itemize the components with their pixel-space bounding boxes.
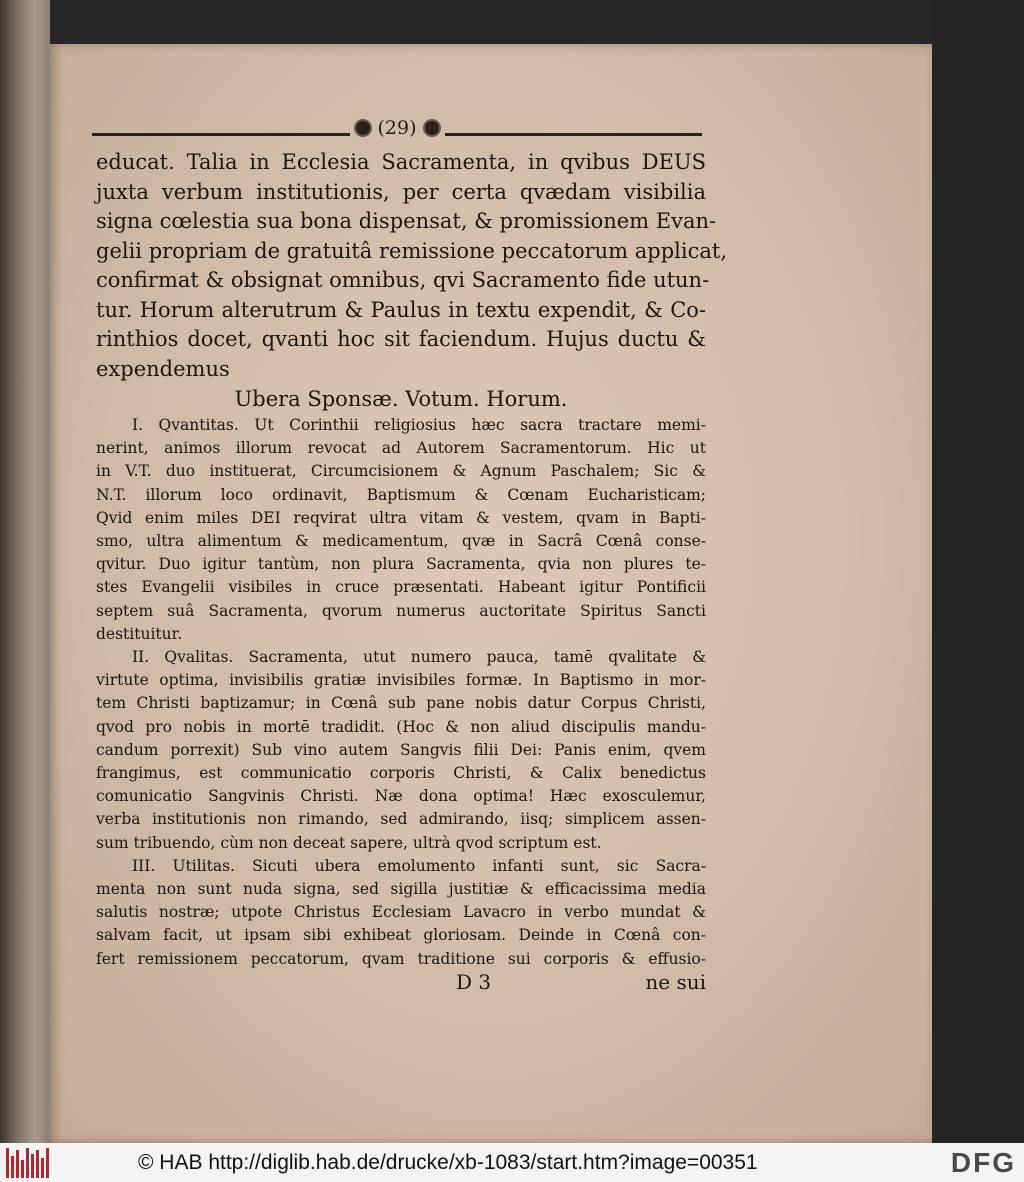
text-line: qvod pro nobis in mortē tradidit. (Hoc & non aliud discipulis mandu-	[96, 717, 706, 736]
text-line: II. Qvalitas. Sacramenta, utut numero pauca, tamē qvalitate &	[132, 648, 706, 667]
text-line: nerint, animos illorum revocat ad Autorem Sacramentorum. Hic ut	[96, 439, 706, 458]
text-line: smo, ultra alimentum & medicamentum, qvæ in Sacrâ Cœnâ conse-	[96, 532, 706, 551]
scan-background	[932, 0, 1024, 1143]
signature-mark: D 3	[456, 970, 492, 994]
text-line: signa cœlestia sua bona dispensat, & promissionem Evan-	[96, 209, 717, 233]
text-line: salvam facit, ut ipsam sibi exhibeat gloriosam. Deinde in Cœnâ con-	[96, 926, 706, 945]
text-line: virtute optima, invisibilis gratiæ invisibiles formæ. In Baptismo in mor-	[96, 671, 706, 690]
text-line: Qvid enim miles DEI reqvirat ultra vitam & vestem, qvam in Bapti-	[96, 508, 706, 527]
text-line: expendemus	[96, 356, 230, 381]
text-line: in V.T. duo instituerat, Circumcisionem & Agnum Paschalem; Sic &	[96, 462, 706, 481]
page-text	[96, 148, 728, 971]
text-line: sum tribuendo, cùm non deceat sapere, ultrà qvod scriptum est.	[96, 833, 602, 852]
text-line: destituitur.	[96, 624, 183, 643]
text-line: septem suâ Sacramenta, qvorum numerus auctoritate Spiritus Sancti	[96, 601, 706, 620]
hab-logo-icon	[6, 1148, 50, 1178]
text-line: tem Christi baptizamur; in Cœnâ sub pane nobis datur Corpus Christi,	[96, 694, 706, 713]
catchword: ne sui	[645, 970, 706, 994]
ornament-icon	[423, 119, 441, 137]
text-line: qvitur. Duo igitur tantùm, non plura Sacramenta, qvia non plures te-	[96, 555, 706, 574]
header-rule-left	[92, 133, 350, 136]
text-line: comunicatio Sangvinis Christi. Næ dona optima! Hæc exosculemur,	[96, 787, 706, 806]
body-paragraph	[96, 148, 728, 384]
header-rule-right	[445, 133, 703, 136]
text-line: gelii propriam de gratuitâ remissione peccatorum applicat,	[96, 238, 728, 263]
page-header	[92, 116, 702, 140]
text-line: tur. Horum alterutrum & Paulus in textu expendit, & Co-	[96, 297, 706, 322]
text-line: educat. Talia in Ecclesia Sacramenta, in qvibus DEUS	[96, 150, 706, 174]
dfg-logo: DFG	[950, 1147, 1016, 1178]
text-line: juxta verbum institutionis, per certa qvædam visibilia	[96, 179, 706, 204]
text-line: fert remissionem peccatorum, qvam traditione sui corporis & effusio-	[96, 949, 706, 968]
text-line: stes Evangelii visibiles in cruce præsentati. Habeant igitur Pontificii	[96, 578, 706, 597]
text-line: confirmat & obsignat omnibus, qvi Sacramento fide utun-	[96, 268, 710, 292]
text-line: menta non sunt nuda signa, sed sigilla justitiæ & efficacissima media	[96, 880, 706, 899]
text-line: N.T. illorum loco ordinavit, Baptismum & Cœnam Eucharisticam;	[96, 485, 706, 504]
viewer-footer-bar	[0, 1143, 1024, 1182]
page-number: (29)	[377, 117, 417, 139]
section-heading: Ubera Sponsæ. Votum. Horum.	[234, 387, 568, 411]
text-line: frangimus, est communicatio corporis Christi, & Calix benedictus	[96, 764, 706, 783]
source-credit: © HAB http://diglib.hab.de/drucke/xb-1083/start.htm?image=00351	[138, 1150, 758, 1174]
text-line: candum porrexit) Sub vino autem Sangvis filii Dei: Panis enim, qvem	[96, 740, 706, 759]
text-line: III. Utilitas. Sicuti ubera emolumento infanti sunt, sic Sacra-	[132, 856, 706, 875]
ornament-icon	[354, 119, 372, 137]
text-line: I. Qvantitas. Ut Corinthii religiosius hæc sacra tractare memi-	[132, 416, 706, 434]
text-line: salutis nostræ; utpote Christus Ecclesiam Lavacro in verbo mundat &	[96, 903, 706, 922]
adjacent-page-edge	[0, 0, 50, 1143]
text-line: rinthios docet, qvanti hoc sit faciendum. Hujus ductu &	[96, 327, 706, 351]
page-footer	[96, 970, 706, 1000]
text-line: verba institutionis non rimando, sed admirando, iisq; simplicem assen-	[96, 810, 706, 829]
section-body	[96, 414, 706, 971]
